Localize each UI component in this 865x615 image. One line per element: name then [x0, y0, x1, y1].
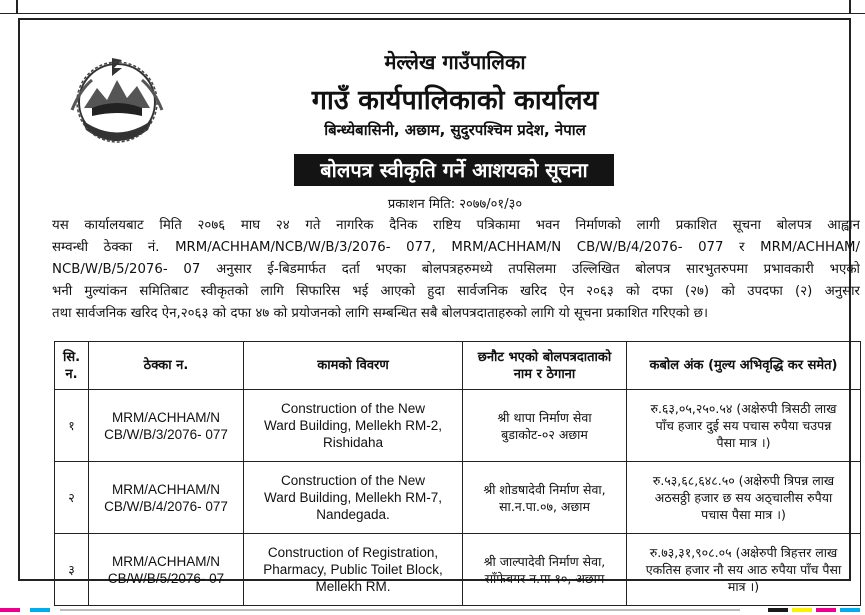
cell-contract: MRM/ACHHAM/N CB/W/B/5/2076- 07	[89, 534, 244, 606]
cell-bidder: श्री शोडषादेवी निर्माण सेवा, सा.न.पा.०७, अछाम	[463, 462, 627, 534]
cell-contract: MRM/ACHHAM/N CB/W/B/4/2076- 077	[89, 462, 244, 534]
cell-amount: रु.७३,३१,९०८.०५ (अक्षेरुपी त्रिहत्तर लाख एकतिस हजार नौ सय आठ रुपैया पाँच पैसा मात्र ।)	[627, 534, 861, 606]
cell-serial: १	[55, 390, 89, 462]
notice-frame	[18, 18, 860, 594]
cell-serial: ३	[55, 534, 89, 606]
cell-bidder: श्री जाल्पादेवी निर्माण सेवा, साँफेबगर न.पा १०, अछाम	[463, 534, 627, 606]
top-rule-right-tick	[849, 0, 851, 13]
table-row	[55, 534, 861, 606]
body-line: सम्वन्धी ठेक्का नं. MRM/ACHHAM/NCB/W/B/3/2076- 077, MRM/ACHHAM/N CB/W/B/4/2076- 077 र MRM/ACHHAM/	[52, 240, 860, 255]
cell-description: Construction of the New Ward Building, Mellekh RM-7, Nandegada.	[244, 462, 463, 534]
cell-serial: २	[55, 462, 89, 534]
notice-body	[52, 215, 860, 325]
top-rule-left-tick	[16, 0, 18, 13]
body-line: भनी मुल्यांकन समितिबाट स्वीकृतको लागि सिफारिस भई आएको हुदा सार्वजनिक खरिद ऐन २०६३ को दफा (२७) को उपदफा (२) अनुसार	[52, 284, 860, 299]
notice-title-banner: बोलपत्र स्वीकृति गर्ने आशयको सूचना	[294, 154, 614, 186]
office-name: गाउँ कार्यपालिकाको कार्यालय	[311, 85, 599, 116]
col-header-description: कामको विवरण	[244, 342, 463, 390]
body-line: NCB/W/B/5/2076- 07 अनुसार ई-बिडमार्फत दर्ता भएका बोलपत्रहरुमध्ये तपसिलमा उल्लिखित बोलपत्र सारभुतरुपमा प्रभावकारी भएको	[52, 262, 860, 277]
print-mark-magenta	[0, 608, 20, 612]
print-mark-black	[768, 608, 788, 612]
body-line: तथा सार्वजनिक खरिद ऐन,२०६३ को दफा ४७ को प्रयोजनको लागि सम्बन्धित सबै बोलपत्रदाताहरुको लागि यो सूचना प्रकाशित गरिएको छ।	[52, 306, 709, 321]
table-row	[55, 390, 861, 462]
col-header-bidder: छनौट भएको बोलपत्रदाताको नाम र ठेगाना	[463, 342, 627, 390]
col-header-amount: कबोल अंक (मुल्य अभिवृद्धि कर समेत)	[627, 342, 861, 390]
print-mark-yellow	[792, 608, 812, 612]
publication-date: प्रकाशन मिति: २०७७/०१/३०	[387, 197, 523, 212]
nepal-government-emblem-icon	[62, 50, 172, 150]
cell-description: Construction of Registration, Pharmacy, Public Toilet Block, Mellekh RM.	[244, 534, 463, 606]
awarded-bids-table	[54, 341, 861, 606]
table-row	[55, 462, 861, 534]
print-guide-line	[60, 609, 740, 611]
table-header-row	[55, 342, 861, 390]
print-mark-cyan	[30, 608, 50, 612]
top-rule	[0, 0, 865, 14]
col-header-serial: सि. न.	[55, 342, 89, 390]
print-mark-cyan-2	[840, 608, 860, 612]
cell-contract: MRM/ACHHAM/N CB/W/B/3/2076- 077	[89, 390, 244, 462]
col-header-contract: ठेक्का न.	[89, 342, 244, 390]
cell-amount: रु.५३,६८,६४८.५० (अक्षेरुपी त्रिपन्न लाख अठसठ्ठी हजार छ सय अठ्चालीस रुपैया पचास पैसा मात्र ।)	[627, 462, 861, 534]
cell-bidder: श्री थापा निर्माण सेवा बुडाकोट-०२ अछाम	[463, 390, 627, 462]
cell-description: Construction of the New Ward Building, Mellekh RM-2, Rishidaha	[244, 390, 463, 462]
cell-amount: रु.६३,०५,२५०.५४ (अक्षेरुपी त्रिसठी लाख पाँच हजार दुई सय पचास रुपैया चउपन्न पैसा मात्र ।)	[627, 390, 861, 462]
print-mark-magenta-2	[816, 608, 836, 612]
office-address: बिन्ध्येबासिनी, अछाम, सुदुरपश्चिम प्रदेश, नेपाल	[324, 121, 586, 139]
body-line: यस कार्यालयबाट मिति २०७६ माघ २४ गते नागरिक दैनिक राष्टिय पत्रिकामा भवन निर्माणको लागी प्रकाशित सूचना बोलपत्र आह्वान	[52, 218, 860, 233]
municipality-name: मेल्लेख गाउँपालिका	[384, 50, 526, 74]
